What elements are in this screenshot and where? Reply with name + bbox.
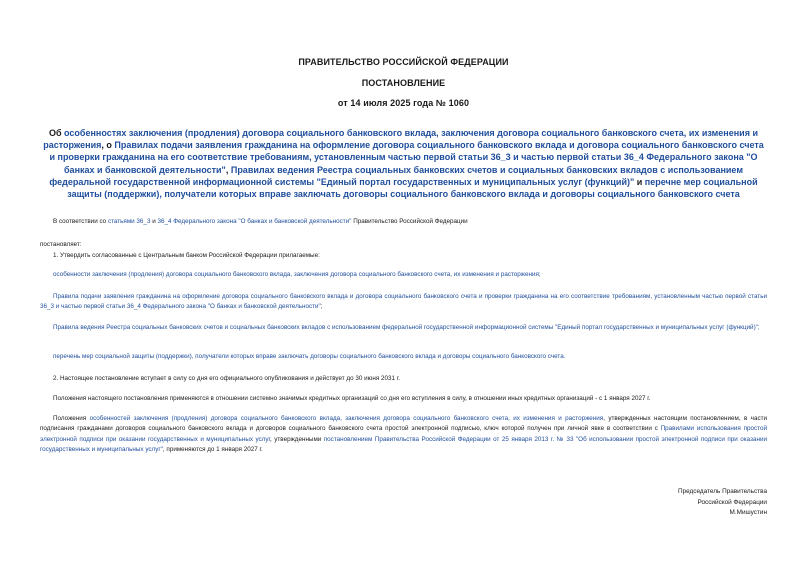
paragraph-application: Положения настоящего постановления применяются в отношении системно значимых кредитных организаций со дня его вступления в силу, в отношении иных кредитных организаций - с 1 января 2027 г. (53, 395, 651, 402)
title-link-list-measures[interactable]: перечне мер социальной защиты (поддержки), получатели которых вправе заключать договоры социального банковского вклада и договоры социального банковского счета (67, 176, 758, 200)
link-article-36-4-law[interactable]: 36_4 Федерального закона "О банках и банковской деятельности" (157, 218, 352, 225)
date-number: от 14 июля 2025 года № 1060 (337, 98, 470, 108)
paragraph-list-measures (40, 352, 767, 362)
title-link-features[interactable]: особенностях заключения (продления) договора социального банковского вклада, заключения договора социального банковского счета, их изменения и расторжения (43, 128, 758, 151)
link-rules-simple-signature[interactable]: Правилами использования простой электронной подписи при оказании государственных и муниципальных услуг (40, 425, 768, 443)
signature-organization: Российской Федерации (697, 498, 767, 506)
title-text: Об (48, 128, 65, 138)
signature-position: Председатель Правительства (678, 488, 767, 495)
link-part-1-article-36-3[interactable]: частью первой статьи 36_3 (40, 293, 767, 311)
text: , утвержденными (270, 435, 324, 443)
paragraph-rules-registry (40, 323, 767, 333)
text: Правительство Российской Федерации (351, 218, 468, 225)
text: и (54, 303, 62, 311)
title-text: , (225, 164, 231, 175)
signature-name: М.Мишустин (729, 509, 767, 516)
paragraph-features (40, 270, 767, 280)
document-type: ПОСТАНОВЛЕНИЕ (361, 78, 446, 88)
text: , применяются до 1 января 2027 г. (162, 445, 263, 453)
text: и (150, 218, 158, 225)
text: , утвержденных настоящим постановлением, в части подписания гражданами договоров социального банковского вклада и договоров социального банковского счета простой электронной подписью, ключ которой получен при личной явке в соответствии с (40, 415, 767, 433)
text: В соответствии со (53, 218, 108, 225)
link-rules-registry[interactable]: Правила ведения Реестра социальных банковских счетов и социальных банковских вкладов с использованием федеральной государственной информационной системы "Единый портал государственных и муниципальных услуг (функций)"; (53, 324, 760, 331)
document-title (40, 127, 767, 200)
paragraph-preamble (40, 217, 767, 227)
text: Положения (53, 415, 90, 422)
link-part-1-article-36-4[interactable]: частью первой статьи 36_4 Федерального закона "О банках и банковской деятельности" (61, 303, 321, 311)
link-list-measures[interactable]: перечень мер социальной защиты (поддержки), получатели которых вправе заключать договоры социального банковского вклада и договоры социального банковского счета. (53, 353, 566, 360)
government-header: ПРАВИТЕЛЬСТВО РОССИЙСКОЙ ФЕДЕРАЦИИ (298, 57, 509, 67)
title-text: и (634, 176, 645, 187)
link-rules-application[interactable]: Правила подачи заявления гражданина на оформление договора социального банковского вклада и договора социального банковского счета и проверки гражданина на его соответствие требованиям, установленным (53, 293, 703, 300)
paragraph-resolves: постановляет: (40, 241, 82, 248)
title-link-rules-application[interactable]: Правилах подачи заявления гражданина на оформление договора социального банковского вклада и договора социального банковского счета и проверки гражданина на его соответствие требованиям, установленным частью первой статьи 36_3 и частью первой статьи 36_4 Федерального закона "О банках и банковской деятельности" (49, 140, 764, 175)
paragraph-item-2: 2. Настоящее постановление вступает в силу со дня его официального опубликования и действует до 30 июня 2031 г. (53, 375, 401, 382)
link-resolution-33[interactable]: постановлением Правительства Российской Федерации от 25 января 2013 г. № 33 "Об использовании простой электронной подписи при оказании государственных и муниципальных услуг" (40, 435, 768, 453)
link-features[interactable]: особенности заключения (продления) договора социального банковского вклада, заключения договора социального банковского счета, их изменения и расторжения; (53, 271, 541, 278)
link-articles-36-3[interactable]: статьями 36_3 (107, 218, 151, 225)
title-link-rules-registry[interactable]: Правилах ведения Реестра социальных банковских счетов и социальных банковских вкладов с использованием федеральной государственной информационной системы "Единый портал государственных и муниципальных услуг (функций)" (49, 164, 743, 187)
text: ; (320, 303, 323, 311)
signature-block (567, 487, 767, 519)
paragraph-provisions (40, 414, 767, 455)
link-features-2[interactable]: особенностей заключения (продления) договора социального банковского вклада, заключения договора социального банковского счета, их изменения и расторжения (89, 415, 604, 422)
title-text: , о (101, 140, 115, 151)
paragraph-rules-application (40, 292, 767, 313)
paragraph-item-1: 1. Утвердить согласованные с Центральным банком Российской Федерации прилагаемые: (53, 252, 320, 259)
